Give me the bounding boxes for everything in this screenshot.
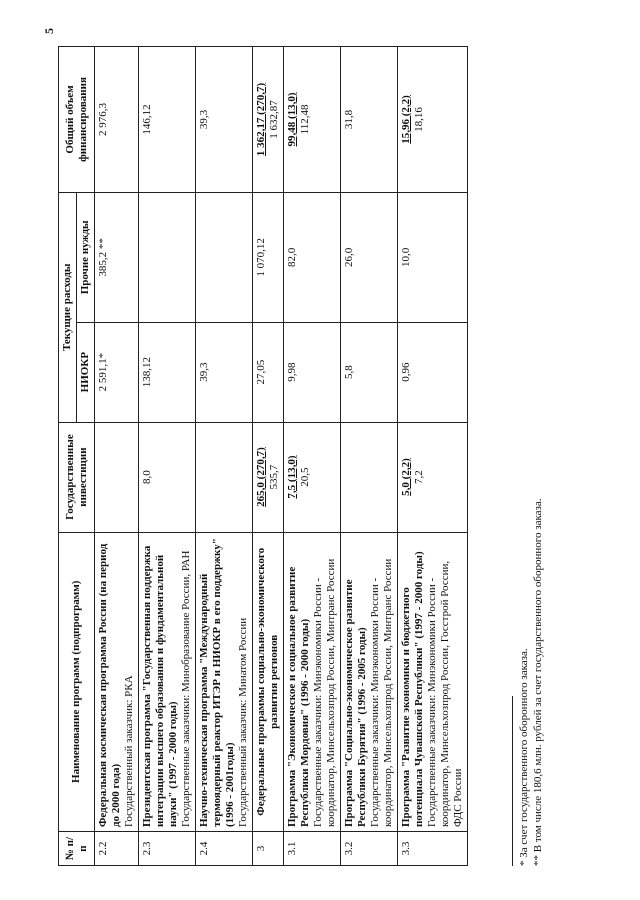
- program-customer: Государственный заказчик: РКА: [123, 675, 135, 828]
- other-cell: [253, 192, 284, 322]
- program-cell: [398, 532, 468, 832]
- program-title: Программа "Развитие экономики и бюджетного потенциала Чувашской Республики" (1997 - 2000 годы): [400, 551, 425, 828]
- niokr-cell: [95, 322, 139, 422]
- program-title: Программа "Экономическое и социальное развитие Республики Мордовия" (1996 - 2000 годы): [286, 566, 311, 828]
- niokr-value: 5,8: [343, 365, 355, 380]
- niokr-value: 2 591,1*: [97, 352, 109, 392]
- invest-value: 535,7: [268, 464, 280, 490]
- rotated-page: [40, 20, 600, 880]
- program-customer: Государственные заказчики: Минэкономики России - координатор, Минсельхозпрод России, Минтранс России: [312, 558, 337, 828]
- table-row: [284, 47, 341, 866]
- other-cell: [95, 192, 139, 322]
- total-value: 31,8: [343, 109, 355, 130]
- program-cell: [341, 532, 398, 832]
- invest-cell: [284, 422, 341, 532]
- row-number: 2.4: [196, 832, 253, 866]
- total-cell: [341, 47, 398, 193]
- row-number: 2.2: [95, 832, 139, 866]
- total-value: 18,16: [413, 107, 425, 132]
- total-cell: [139, 47, 196, 193]
- table-row: [139, 47, 196, 866]
- invest-value: 8,0: [141, 470, 153, 484]
- other-value: 10,0: [400, 247, 412, 267]
- header-current: Текущие расходы: [59, 192, 77, 422]
- footnote-1: * За счет государственного оборонного заказа.: [518, 648, 530, 866]
- program-cell: [284, 532, 341, 832]
- other-value: 1 070,12: [255, 238, 267, 277]
- program-title: Федеральные программы социально-экономического развития регионов: [255, 547, 280, 816]
- other-value: 82,0: [286, 247, 298, 267]
- other-cell: [284, 192, 341, 322]
- other-cell: [398, 192, 468, 322]
- invest-cell: [253, 422, 284, 532]
- other-cell: [196, 192, 253, 322]
- header-no: № п/п: [59, 832, 95, 866]
- program-cell: [95, 532, 139, 832]
- table-row: [95, 47, 139, 866]
- niokr-cell: [341, 322, 398, 422]
- invest-cell: [95, 422, 139, 532]
- invest-value: 265,0 (270,7): [255, 447, 267, 507]
- invest-cell: [398, 422, 468, 532]
- other-value: 385,2 **: [97, 238, 109, 277]
- niokr-cell: [196, 322, 253, 422]
- header-other: Прочие нужды: [77, 192, 95, 322]
- invest-value: 7,5 (13,0): [286, 455, 298, 499]
- program-title: Программа "Социально-экономическое развитие Республики Бурятия" (1996 - 2005 годы): [343, 579, 368, 828]
- footnotes: [512, 498, 545, 866]
- header-total: Общий объем финансирования: [59, 47, 95, 193]
- other-value: 26,0: [343, 247, 355, 267]
- total-cell: [284, 47, 341, 193]
- program-cell: [253, 532, 284, 832]
- program-title: Президентская программа "Государственная поддержка интеграции высшего образования и фундаментальной науки" (1997 - 2000 годы): [141, 545, 179, 828]
- row-number: 3: [253, 832, 284, 866]
- invest-value: 7,2: [413, 470, 425, 484]
- invest-cell: [196, 422, 253, 532]
- footnote-2: ** В том числе 180,6 млн. рублей за счет государственного оборонного заказа.: [532, 498, 544, 866]
- invest-cell: [341, 422, 398, 532]
- program-customer: Государственные заказчики: Минэкономики России - координатор, Минсельхозпрод России, Минтранс России: [369, 558, 394, 828]
- program-customer: Государственные заказчики: Минэкономики России - координатор, Минсельхозпрод России, Госстрой России, ФДС России: [426, 560, 464, 828]
- invest-cell: [139, 422, 196, 532]
- table-row: [253, 47, 284, 866]
- total-value: 1 632,87: [268, 100, 280, 139]
- total-value: 1 362,17 (270,7): [255, 82, 267, 157]
- total-value: 2 976,3: [97, 102, 109, 136]
- page-number: 5: [42, 28, 56, 34]
- total-cell: [196, 47, 253, 193]
- invest-value: 20,5: [299, 467, 311, 487]
- header-name: Наименование программ (подпрограмм): [59, 532, 95, 832]
- table-row: [398, 47, 468, 866]
- row-number: 3.1: [284, 832, 341, 866]
- program-title: Федеральная космическая программа России (на период до 2000 года): [97, 543, 122, 828]
- other-cell: [341, 192, 398, 322]
- row-number: 3.2: [341, 832, 398, 866]
- niokr-cell: [398, 322, 468, 422]
- total-value: 15,96 (2,2): [400, 95, 412, 144]
- financing-table: [58, 46, 468, 866]
- niokr-value: 9,98: [286, 362, 298, 382]
- header-niokr: НИОКР: [77, 322, 95, 422]
- header-invest: Государственные инвестиции: [59, 422, 95, 532]
- total-cell: [95, 47, 139, 193]
- program-cell: [196, 532, 253, 832]
- total-value: 146,12: [141, 104, 153, 135]
- total-value: 39,3: [198, 109, 210, 130]
- niokr-cell: [139, 322, 196, 422]
- program-cell: [139, 532, 196, 832]
- total-cell: [398, 47, 468, 193]
- invest-value: 5,0 (2,2): [400, 458, 412, 496]
- footnote-rule: [512, 696, 513, 866]
- total-cell: [253, 47, 284, 193]
- total-value: 99,48 (13,0): [286, 92, 298, 147]
- niokr-cell: [284, 322, 341, 422]
- program-customer: Государственные заказчики: Минобразование России, РАН: [180, 550, 192, 828]
- program-title: Научно-техническая программа "Международный термоядерный реактор ИТЭР и НИОКР в его поддержку" (1996 - 2001годы): [198, 538, 236, 828]
- table-row: [341, 47, 398, 866]
- niokr-value: 27,05: [255, 359, 267, 385]
- total-value: 112,48: [299, 104, 311, 135]
- niokr-value: 39,3: [198, 362, 210, 382]
- other-cell: [139, 192, 196, 322]
- niokr-cell: [253, 322, 284, 422]
- niokr-value: 138,12: [141, 357, 153, 388]
- table-row: [196, 47, 253, 866]
- program-customer: Государственный заказчик: Минатом России: [237, 617, 249, 828]
- row-number: 3.3: [398, 832, 468, 866]
- niokr-value: 0,96: [400, 362, 412, 382]
- row-number: 2.3: [139, 832, 196, 866]
